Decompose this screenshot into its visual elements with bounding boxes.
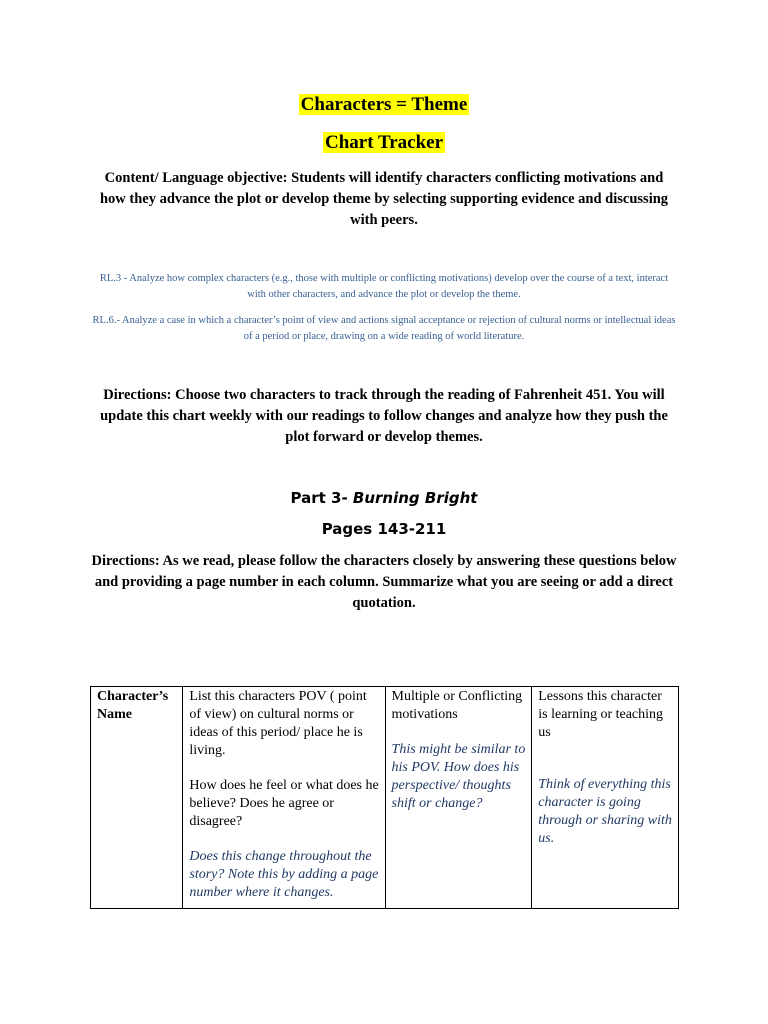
pov-belief-question: How does he feel or what does he believe? Does he agree or disagree?	[189, 778, 379, 829]
subtitle-line	[0, 131, 768, 155]
motivations-prompt: This might be similar to his POV. How does his perspective/ thoughts shift or change?	[391, 742, 526, 811]
document-subtitle: Chart Tracker	[324, 132, 444, 153]
part-directions: Directions: As we read, please follow the characters closely by answering these questions below and providing a page number in each column. Summarize what you are seeing or add a direct quotation.	[91, 553, 677, 611]
document-title: Characters = Theme	[300, 94, 468, 115]
part-heading	[0, 488, 768, 508]
pov-question: List this characters POV ( point of view) on cultural norms or ideas of this period/ place he is living.	[189, 689, 367, 758]
standard-rl3: RL.3 - Analyze how complex characters (e.g., those with multiple or conflicting motivations) develop over the course of a text, interact with other characters, and advance the plot or develop the theme.	[99, 273, 669, 300]
motivations-cell	[385, 687, 532, 909]
lessons-cell	[532, 687, 679, 909]
motivations-header: Multiple or Conflicting motivations	[391, 689, 523, 722]
standard-rl6: RL.6.- Analyze a case in which a character’s point of view and actions signal acceptance or rejection of cultural norms or intellectual ideas of a period or place, drawing on a wide reading of world literature.	[92, 315, 676, 342]
content-objective: Content/ Language objective: Students will identify characters conflicting motivations and how they advance the plot or develop theme by selecting supporting evidence and discussing with peers.	[99, 170, 669, 228]
pages-range: Pages 143-211	[321, 520, 447, 538]
main-directions: Directions: Choose two characters to track through the reading of Fahrenheit 451. You will update this chart weekly with our readings to follow changes and analyze how they push the plot forward or develop themes.	[100, 387, 668, 445]
lessons-header: Lessons this character is learning or teaching us	[538, 689, 664, 740]
lessons-prompt: Think of everything this character is going through or sharing with us.	[538, 777, 672, 846]
character-name-cell	[91, 687, 183, 909]
title-line	[0, 93, 768, 117]
table-header-row	[91, 687, 679, 909]
pov-prompt: Does this change throughout the story? Note this by adding a page number where it changes.	[189, 849, 379, 900]
character-name-header: Character’s Name	[97, 689, 169, 722]
character-tracker-table	[90, 686, 679, 909]
part-name: Burning Bright	[352, 489, 478, 507]
part-prefix: Part 3-	[290, 489, 353, 507]
pov-cell	[183, 687, 385, 909]
